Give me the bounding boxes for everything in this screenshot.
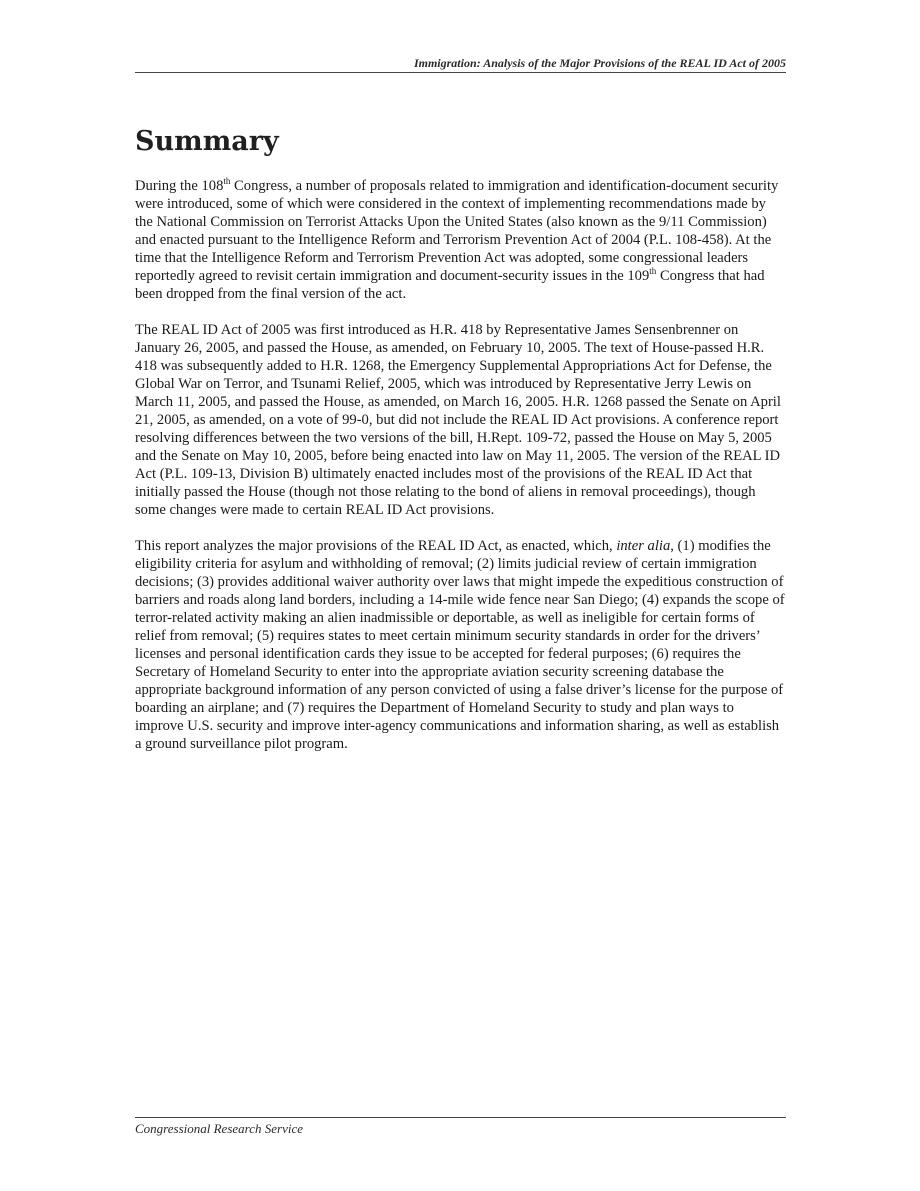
paragraph-1-text-b: Congress, a number of proposals related to immigration and identification-document security were introduced, some of which were considered in the context of implementing recommendations made by the National Commission on Terrorist Attacks Upon the United States (also known as the 9/11 Commission) and enacted pursuant to the Intelligence Reform and Terrorism Prevention Act of 2004 (P.L. 108-458). At the time that the Intelligence Reform and Terrorism Prevention Act was adopted, some congressional leaders reportedly agreed to revisit certain immigration and document-security issues in the 109 — [135, 178, 779, 284]
footer-divider — [135, 1117, 786, 1118]
summary-paragraph-3 — [135, 537, 786, 753]
paragraph-1-text-c: Congress that had been dropped from the final version of the act. — [135, 268, 765, 302]
summary-body — [135, 177, 786, 771]
paragraph-3-text-b: , (1) modifies the eligibility criteria for asylum and withholding of removal; (2) limits judicial review of certain immigration decisions; (3) provides additional waiver authority over laws that might impede the expeditious construction of barriers and roads along land borders, including a 14-mile wide fence near San Diego; (4) expands the scope of terror-related activity making an alien inadmissible or deportable, as well as ineligible for certain forms of relief from removal; (5) requires states to meet certain minimum security standards in order for the drivers’ licenses and personal identification cards they issue to be accepted for federal purposes; (6) requires the Secretary of Homeland Security to enter into the appropriate aviation security screening database the appropriate background information of any person convicted of using a false driver’s license for the purpose of boarding an airplane; and (7) requires the Department of Homeland Security to study and plan ways to improve U.S. security and improve inter-agency communications and information sharing, as well as establish a ground surveillance pilot program. — [135, 538, 785, 752]
latin-phrase: inter alia — [616, 538, 671, 554]
ordinal-suffix: th — [223, 176, 231, 186]
section-heading: Summary — [135, 126, 279, 157]
ordinal-suffix: th — [649, 266, 657, 276]
paragraph-3-text-a: This report analyzes the major provisions of the REAL ID Act, as enacted, which, — [135, 538, 617, 554]
header-divider — [135, 72, 786, 73]
footer-organization: Congressional Research Service — [135, 1121, 303, 1136]
summary-paragraph-2: The REAL ID Act of 2005 was first introduced as H.R. 418 by Representative James Sensenbrenner on January 26, 2005, and passed the House, as amended, on February 10, 2005. The text of House-passed H.R. 418 was subsequently added to H.R. 1268, the Emergency Supplemental Appropriations Act for Defense, the Global War on Terror, and Tsunami Relief, 2005, which was introduced by Representative Jerry Lewis on March 11, 2005, and passed the House, as amended, on March 16, 2005. H.R. 1268 passed the Senate on April 21, 2005, as amended, on a vote of 99-0, but did not include the REAL ID Act provisions. A conference report resolving differences between the two versions of the bill, H.Rept. 109-72, passed the House on May 5, 2005 and the Senate on May 10, 2005, before being enacted into law on May 11, 2005. The version of the REAL ID Act (P.L. 109-13, Division B) ultimately enacted includes most of the provisions of the REAL ID Act that initially passed the House (though not those relating to the bond of aliens in removal proceedings), though some changes were made to certain REAL ID Act provisions. — [135, 322, 781, 518]
paragraph-1-text-a: During the 108 — [135, 178, 224, 194]
running-header-title: Immigration: Analysis of the Major Provisions of the REAL ID Act of 2005 — [413, 56, 786, 70]
summary-paragraph-1 — [135, 177, 786, 303]
